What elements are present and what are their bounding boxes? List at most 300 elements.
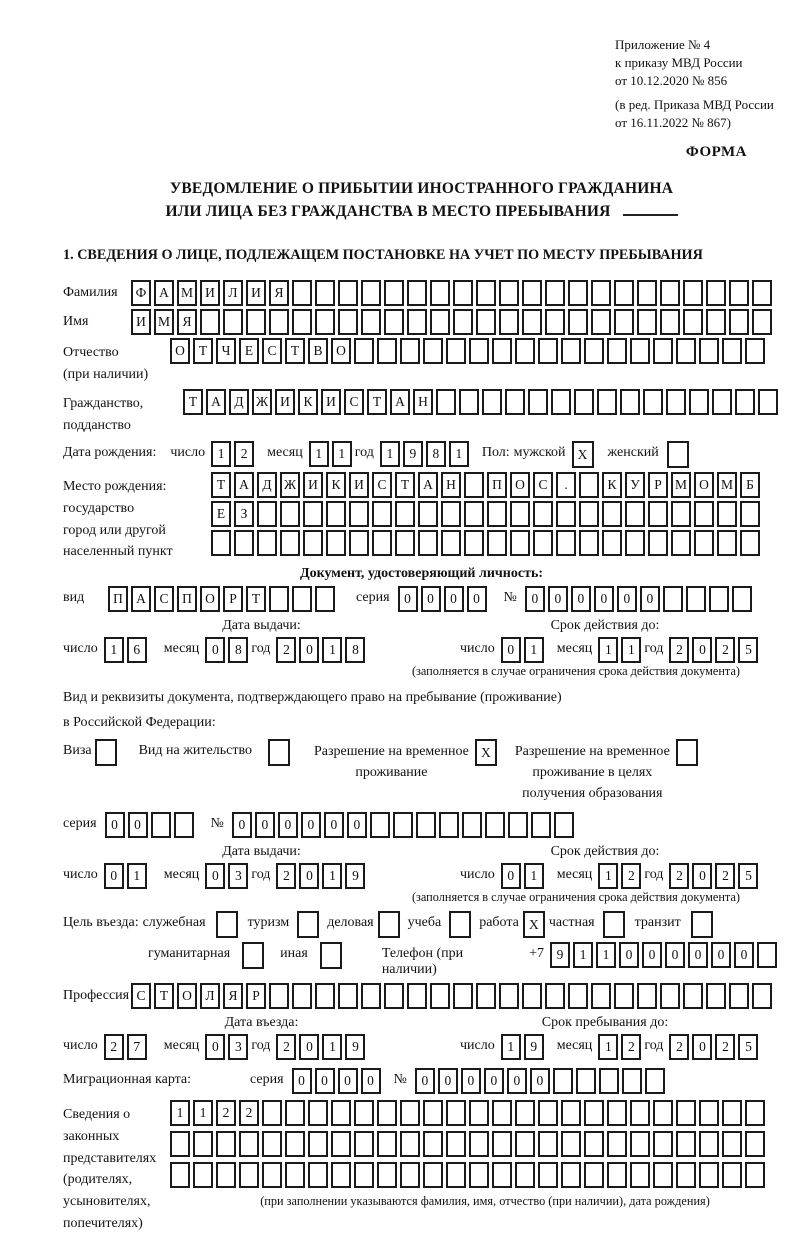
form-cell[interactable] xyxy=(533,530,553,556)
form-cell[interactable]: 0 xyxy=(292,1068,312,1094)
form-cell[interactable] xyxy=(729,280,749,306)
form-cell[interactable]: И xyxy=(321,389,341,415)
form-cell[interactable]: 1 xyxy=(598,863,618,889)
form-cell[interactable] xyxy=(400,1162,420,1188)
form-cell[interactable] xyxy=(729,983,749,1009)
form-cell[interactable] xyxy=(533,501,553,527)
form-cell[interactable] xyxy=(423,338,443,364)
form-cell[interactable] xyxy=(326,530,346,556)
form-cell[interactable]: А xyxy=(390,389,410,415)
form-cell[interactable] xyxy=(630,1162,650,1188)
form-cell[interactable]: 1 xyxy=(449,441,469,467)
form-cell[interactable]: 2 xyxy=(715,1034,735,1060)
form-cell[interactable]: Е xyxy=(211,501,231,527)
form-cell[interactable]: 5 xyxy=(738,863,758,889)
form-cell[interactable]: 1 xyxy=(598,637,618,663)
form-cell[interactable] xyxy=(653,1162,673,1188)
form-cell[interactable] xyxy=(579,530,599,556)
form-cell[interactable] xyxy=(574,389,594,415)
form-cell[interactable] xyxy=(510,501,530,527)
form-cell[interactable] xyxy=(671,501,691,527)
form-cell[interactable] xyxy=(538,1162,558,1188)
form-cell[interactable] xyxy=(315,280,335,306)
form-cell[interactable] xyxy=(538,338,558,364)
form-cell[interactable]: 0 xyxy=(128,812,148,838)
form-cell[interactable] xyxy=(499,309,519,335)
form-cell[interactable]: 1 xyxy=(598,1034,618,1060)
form-cell[interactable] xyxy=(648,501,668,527)
form-cell[interactable]: С xyxy=(262,338,282,364)
form-cell[interactable] xyxy=(643,389,663,415)
form-cell[interactable]: Ж xyxy=(252,389,272,415)
form-cell[interactable] xyxy=(614,983,634,1009)
form-cell[interactable] xyxy=(354,338,374,364)
form-cell[interactable]: 0 xyxy=(571,586,591,612)
form-cell[interactable] xyxy=(683,309,703,335)
form-cell[interactable] xyxy=(630,338,650,364)
form-cell[interactable] xyxy=(216,911,238,938)
form-cell[interactable] xyxy=(492,1131,512,1157)
form-cell[interactable] xyxy=(676,1100,696,1126)
form-cell[interactable] xyxy=(732,586,752,612)
form-cell[interactable] xyxy=(430,309,450,335)
form-cell[interactable] xyxy=(584,1162,604,1188)
form-cell[interactable]: 1 xyxy=(322,637,342,663)
form-cell[interactable]: 2 xyxy=(276,863,296,889)
form-cell[interactable] xyxy=(505,389,525,415)
form-cell[interactable] xyxy=(393,812,413,838)
form-cell[interactable]: Ч xyxy=(216,338,236,364)
form-cell[interactable] xyxy=(735,389,755,415)
form-cell[interactable] xyxy=(262,1162,282,1188)
form-cell[interactable]: Е xyxy=(239,338,259,364)
form-cell[interactable] xyxy=(745,338,765,364)
form-cell[interactable] xyxy=(151,812,171,838)
form-cell[interactable]: 5 xyxy=(738,1034,758,1060)
form-cell[interactable]: А xyxy=(206,389,226,415)
form-cell[interactable]: 2 xyxy=(715,637,735,663)
form-cell[interactable] xyxy=(568,983,588,1009)
form-cell[interactable] xyxy=(423,1131,443,1157)
form-cell[interactable]: Д xyxy=(257,472,277,498)
form-cell[interactable] xyxy=(200,309,220,335)
form-cell[interactable] xyxy=(561,1100,581,1126)
form-cell[interactable]: 2 xyxy=(621,863,641,889)
form-cell[interactable] xyxy=(584,1131,604,1157)
form-cell[interactable]: О xyxy=(177,983,197,1009)
form-cell[interactable]: 2 xyxy=(104,1034,124,1060)
form-cell[interactable]: О xyxy=(200,586,220,612)
form-cell[interactable]: 9 xyxy=(524,1034,544,1060)
form-cell[interactable] xyxy=(522,280,542,306)
form-cell[interactable] xyxy=(653,1131,673,1157)
form-cell[interactable]: Я xyxy=(223,983,243,1009)
form-cell[interactable] xyxy=(331,1131,351,1157)
form-cell[interactable]: X xyxy=(475,739,497,766)
form-cell[interactable] xyxy=(453,309,473,335)
form-cell[interactable] xyxy=(551,389,571,415)
form-cell[interactable]: 1 xyxy=(127,863,147,889)
form-cell[interactable] xyxy=(338,983,358,1009)
form-cell[interactable] xyxy=(699,1100,719,1126)
form-cell[interactable] xyxy=(354,1100,374,1126)
form-cell[interactable] xyxy=(556,530,576,556)
form-cell[interactable] xyxy=(416,812,436,838)
form-cell[interactable]: 0 xyxy=(640,586,660,612)
form-cell[interactable] xyxy=(95,739,117,766)
form-cell[interactable]: 1 xyxy=(596,942,616,968)
form-cell[interactable] xyxy=(648,530,668,556)
form-cell[interactable]: Т xyxy=(395,472,415,498)
form-cell[interactable] xyxy=(395,501,415,527)
form-cell[interactable] xyxy=(607,338,627,364)
form-cell[interactable] xyxy=(487,530,507,556)
form-cell[interactable] xyxy=(395,530,415,556)
form-cell[interactable] xyxy=(607,1162,627,1188)
form-cell[interactable] xyxy=(464,501,484,527)
form-cell[interactable] xyxy=(508,812,528,838)
form-cell[interactable] xyxy=(338,280,358,306)
form-cell[interactable] xyxy=(622,1068,642,1094)
form-cell[interactable]: 1 xyxy=(104,637,124,663)
form-cell[interactable] xyxy=(315,586,335,612)
form-cell[interactable]: 0 xyxy=(205,1034,225,1060)
form-cell[interactable]: Р xyxy=(246,983,266,1009)
form-cell[interactable] xyxy=(308,1131,328,1157)
form-cell[interactable] xyxy=(699,1131,719,1157)
form-cell[interactable] xyxy=(510,530,530,556)
form-cell[interactable]: 2 xyxy=(239,1100,259,1126)
form-cell[interactable]: С xyxy=(154,586,174,612)
form-cell[interactable] xyxy=(671,530,691,556)
form-cell[interactable]: 2 xyxy=(276,637,296,663)
form-cell[interactable] xyxy=(446,338,466,364)
form-cell[interactable]: О xyxy=(694,472,714,498)
form-cell[interactable]: 1 xyxy=(573,942,593,968)
form-cell[interactable] xyxy=(625,501,645,527)
form-cell[interactable] xyxy=(407,983,427,1009)
form-cell[interactable] xyxy=(308,1100,328,1126)
form-cell[interactable]: Р xyxy=(648,472,668,498)
form-cell[interactable]: 1 xyxy=(524,637,544,663)
form-cell[interactable] xyxy=(469,1131,489,1157)
form-cell[interactable] xyxy=(372,530,392,556)
form-cell[interactable] xyxy=(722,1100,742,1126)
form-cell[interactable]: К xyxy=(602,472,622,498)
form-cell[interactable]: В xyxy=(308,338,328,364)
form-cell[interactable]: 1 xyxy=(322,1034,342,1060)
form-cell[interactable] xyxy=(354,1162,374,1188)
form-cell[interactable]: К xyxy=(326,472,346,498)
form-cell[interactable] xyxy=(492,1162,512,1188)
form-cell[interactable] xyxy=(361,309,381,335)
form-cell[interactable] xyxy=(637,280,657,306)
form-cell[interactable]: 0 xyxy=(415,1068,435,1094)
form-cell[interactable]: 2 xyxy=(715,863,735,889)
form-cell[interactable]: 2 xyxy=(216,1100,236,1126)
form-cell[interactable] xyxy=(554,812,574,838)
form-cell[interactable]: 3 xyxy=(228,1034,248,1060)
form-cell[interactable] xyxy=(522,309,542,335)
form-cell[interactable]: Я xyxy=(269,280,289,306)
form-cell[interactable]: 8 xyxy=(426,441,446,467)
form-cell[interactable] xyxy=(492,1100,512,1126)
form-cell[interactable]: 0 xyxy=(507,1068,527,1094)
form-cell[interactable] xyxy=(170,1162,190,1188)
form-cell[interactable] xyxy=(407,309,427,335)
form-cell[interactable] xyxy=(269,983,289,1009)
form-cell[interactable]: 1 xyxy=(309,441,329,467)
form-cell[interactable] xyxy=(637,983,657,1009)
form-cell[interactable]: 0 xyxy=(692,1034,712,1060)
form-cell[interactable]: 0 xyxy=(594,586,614,612)
form-cell[interactable]: 0 xyxy=(692,863,712,889)
form-cell[interactable]: 8 xyxy=(228,637,248,663)
form-cell[interactable]: 0 xyxy=(361,1068,381,1094)
form-cell[interactable] xyxy=(630,1131,650,1157)
form-cell[interactable] xyxy=(752,309,772,335)
form-cell[interactable]: О xyxy=(170,338,190,364)
form-cell[interactable] xyxy=(597,389,617,415)
form-cell[interactable] xyxy=(660,983,680,1009)
form-cell[interactable] xyxy=(487,501,507,527)
form-cell[interactable]: 0 xyxy=(484,1068,504,1094)
form-cell[interactable] xyxy=(740,530,760,556)
form-cell[interactable] xyxy=(459,389,479,415)
form-cell[interactable] xyxy=(699,338,719,364)
form-cell[interactable] xyxy=(193,1131,213,1157)
form-cell[interactable]: Ж xyxy=(280,472,300,498)
form-cell[interactable]: И xyxy=(349,472,369,498)
form-cell[interactable] xyxy=(303,530,323,556)
form-cell[interactable] xyxy=(722,338,742,364)
form-cell[interactable]: 9 xyxy=(403,441,423,467)
form-cell[interactable] xyxy=(292,983,312,1009)
form-cell[interactable] xyxy=(269,309,289,335)
form-cell[interactable] xyxy=(683,983,703,1009)
form-cell[interactable]: 3 xyxy=(228,863,248,889)
form-cell[interactable]: 9 xyxy=(345,1034,365,1060)
form-cell[interactable]: 7 xyxy=(127,1034,147,1060)
form-cell[interactable]: 0 xyxy=(299,637,319,663)
form-cell[interactable] xyxy=(174,812,194,838)
form-cell[interactable]: 0 xyxy=(617,586,637,612)
form-cell[interactable] xyxy=(320,942,342,969)
form-cell[interactable] xyxy=(418,501,438,527)
form-cell[interactable] xyxy=(269,586,289,612)
form-cell[interactable] xyxy=(584,338,604,364)
form-cell[interactable] xyxy=(216,1131,236,1157)
form-cell[interactable]: М xyxy=(154,309,174,335)
form-cell[interactable]: 0 xyxy=(421,586,441,612)
form-cell[interactable] xyxy=(193,1162,213,1188)
form-cell[interactable]: Т xyxy=(154,983,174,1009)
form-cell[interactable] xyxy=(568,309,588,335)
form-cell[interactable]: Т xyxy=(246,586,266,612)
form-cell[interactable] xyxy=(545,309,565,335)
form-cell[interactable] xyxy=(722,1131,742,1157)
form-cell[interactable] xyxy=(676,1131,696,1157)
form-cell[interactable] xyxy=(354,1131,374,1157)
form-cell[interactable]: Н xyxy=(413,389,433,415)
form-cell[interactable] xyxy=(262,1131,282,1157)
form-cell[interactable] xyxy=(676,1162,696,1188)
form-cell[interactable]: А xyxy=(154,280,174,306)
form-cell[interactable] xyxy=(729,309,749,335)
form-cell[interactable]: 0 xyxy=(501,863,521,889)
form-cell[interactable] xyxy=(653,1100,673,1126)
form-cell[interactable]: 0 xyxy=(299,863,319,889)
form-cell[interactable] xyxy=(349,530,369,556)
form-cell[interactable] xyxy=(384,280,404,306)
form-cell[interactable] xyxy=(453,280,473,306)
form-cell[interactable] xyxy=(292,309,312,335)
form-cell[interactable] xyxy=(378,911,400,938)
form-cell[interactable] xyxy=(561,1131,581,1157)
form-cell[interactable]: 0 xyxy=(232,812,252,838)
form-cell[interactable]: И xyxy=(131,309,151,335)
form-cell[interactable] xyxy=(745,1162,765,1188)
form-cell[interactable] xyxy=(292,586,312,612)
form-cell[interactable] xyxy=(561,1162,581,1188)
form-cell[interactable]: 0 xyxy=(734,942,754,968)
form-cell[interactable] xyxy=(584,1100,604,1126)
form-cell[interactable]: Я xyxy=(177,309,197,335)
form-cell[interactable]: И xyxy=(303,472,323,498)
form-cell[interactable] xyxy=(268,739,290,766)
form-cell[interactable]: Б xyxy=(740,472,760,498)
form-cell[interactable]: З xyxy=(234,501,254,527)
form-cell[interactable] xyxy=(377,1131,397,1157)
form-cell[interactable] xyxy=(297,911,319,938)
form-cell[interactable] xyxy=(331,1162,351,1188)
form-cell[interactable]: 8 xyxy=(345,637,365,663)
form-cell[interactable] xyxy=(449,911,471,938)
form-cell[interactable] xyxy=(418,530,438,556)
form-cell[interactable] xyxy=(234,530,254,556)
form-cell[interactable] xyxy=(531,812,551,838)
form-cell[interactable] xyxy=(758,389,778,415)
form-cell[interactable] xyxy=(476,280,496,306)
form-cell[interactable]: М xyxy=(671,472,691,498)
form-cell[interactable]: 1 xyxy=(501,1034,521,1060)
form-cell[interactable] xyxy=(361,280,381,306)
form-cell[interactable] xyxy=(370,812,390,838)
form-cell[interactable]: 0 xyxy=(444,586,464,612)
form-cell[interactable] xyxy=(285,1162,305,1188)
form-cell[interactable]: М xyxy=(717,472,737,498)
form-cell[interactable]: 0 xyxy=(205,637,225,663)
form-cell[interactable]: 0 xyxy=(688,942,708,968)
form-cell[interactable] xyxy=(315,983,335,1009)
form-cell[interactable] xyxy=(689,389,709,415)
form-cell[interactable]: 2 xyxy=(669,1034,689,1060)
form-cell[interactable] xyxy=(400,1131,420,1157)
form-cell[interactable] xyxy=(637,309,657,335)
form-cell[interactable] xyxy=(745,1100,765,1126)
form-cell[interactable] xyxy=(439,812,459,838)
form-cell[interactable] xyxy=(515,1100,535,1126)
form-cell[interactable]: Т xyxy=(367,389,387,415)
form-cell[interactable] xyxy=(706,983,726,1009)
form-cell[interactable] xyxy=(436,389,456,415)
form-cell[interactable]: 0 xyxy=(324,812,344,838)
form-cell[interactable] xyxy=(676,338,696,364)
form-cell[interactable] xyxy=(757,942,777,968)
form-cell[interactable] xyxy=(607,1100,627,1126)
form-cell[interactable]: К xyxy=(298,389,318,415)
form-cell[interactable] xyxy=(579,472,599,498)
form-cell[interactable] xyxy=(556,501,576,527)
form-cell[interactable]: С xyxy=(344,389,364,415)
form-cell[interactable] xyxy=(384,309,404,335)
form-cell[interactable] xyxy=(630,1100,650,1126)
form-cell[interactable]: Н xyxy=(441,472,461,498)
form-cell[interactable] xyxy=(446,1100,466,1126)
form-cell[interactable] xyxy=(717,501,737,527)
form-cell[interactable] xyxy=(561,338,581,364)
form-cell[interactable] xyxy=(538,1131,558,1157)
form-cell[interactable] xyxy=(446,1162,466,1188)
form-cell[interactable]: 1 xyxy=(332,441,352,467)
form-cell[interactable]: 1 xyxy=(621,637,641,663)
form-cell[interactable] xyxy=(308,1162,328,1188)
form-cell[interactable]: 0 xyxy=(642,942,662,968)
form-cell[interactable]: 0 xyxy=(619,942,639,968)
form-cell[interactable] xyxy=(476,309,496,335)
form-cell[interactable] xyxy=(545,983,565,1009)
form-cell[interactable] xyxy=(691,911,713,938)
form-cell[interactable]: 0 xyxy=(315,1068,335,1094)
form-cell[interactable] xyxy=(653,338,673,364)
form-cell[interactable]: 2 xyxy=(669,863,689,889)
form-cell[interactable] xyxy=(423,1100,443,1126)
form-cell[interactable] xyxy=(676,739,698,766)
form-cell[interactable]: 1 xyxy=(322,863,342,889)
form-cell[interactable]: А xyxy=(131,586,151,612)
form-cell[interactable] xyxy=(331,1100,351,1126)
form-cell[interactable] xyxy=(246,309,266,335)
form-cell[interactable] xyxy=(292,280,312,306)
form-cell[interactable]: 0 xyxy=(438,1068,458,1094)
form-cell[interactable]: С xyxy=(533,472,553,498)
form-cell[interactable]: 0 xyxy=(205,863,225,889)
form-cell[interactable] xyxy=(499,280,519,306)
form-cell[interactable]: Р xyxy=(223,586,243,612)
form-cell[interactable] xyxy=(430,983,450,1009)
form-cell[interactable] xyxy=(706,280,726,306)
form-cell[interactable] xyxy=(469,1100,489,1126)
form-cell[interactable] xyxy=(545,280,565,306)
form-cell[interactable] xyxy=(315,309,335,335)
form-cell[interactable] xyxy=(667,441,689,468)
form-cell[interactable] xyxy=(591,309,611,335)
form-cell[interactable]: А xyxy=(418,472,438,498)
form-cell[interactable] xyxy=(599,1068,619,1094)
form-cell[interactable] xyxy=(239,1131,259,1157)
form-cell[interactable] xyxy=(453,983,473,1009)
form-cell[interactable] xyxy=(602,501,622,527)
form-cell[interactable]: 0 xyxy=(278,812,298,838)
form-cell[interactable] xyxy=(625,530,645,556)
form-cell[interactable] xyxy=(603,911,625,938)
form-cell[interactable] xyxy=(666,389,686,415)
form-cell[interactable] xyxy=(699,1162,719,1188)
form-cell[interactable]: У xyxy=(625,472,645,498)
form-cell[interactable]: 1 xyxy=(170,1100,190,1126)
form-cell[interactable] xyxy=(709,586,729,612)
form-cell[interactable]: 0 xyxy=(347,812,367,838)
